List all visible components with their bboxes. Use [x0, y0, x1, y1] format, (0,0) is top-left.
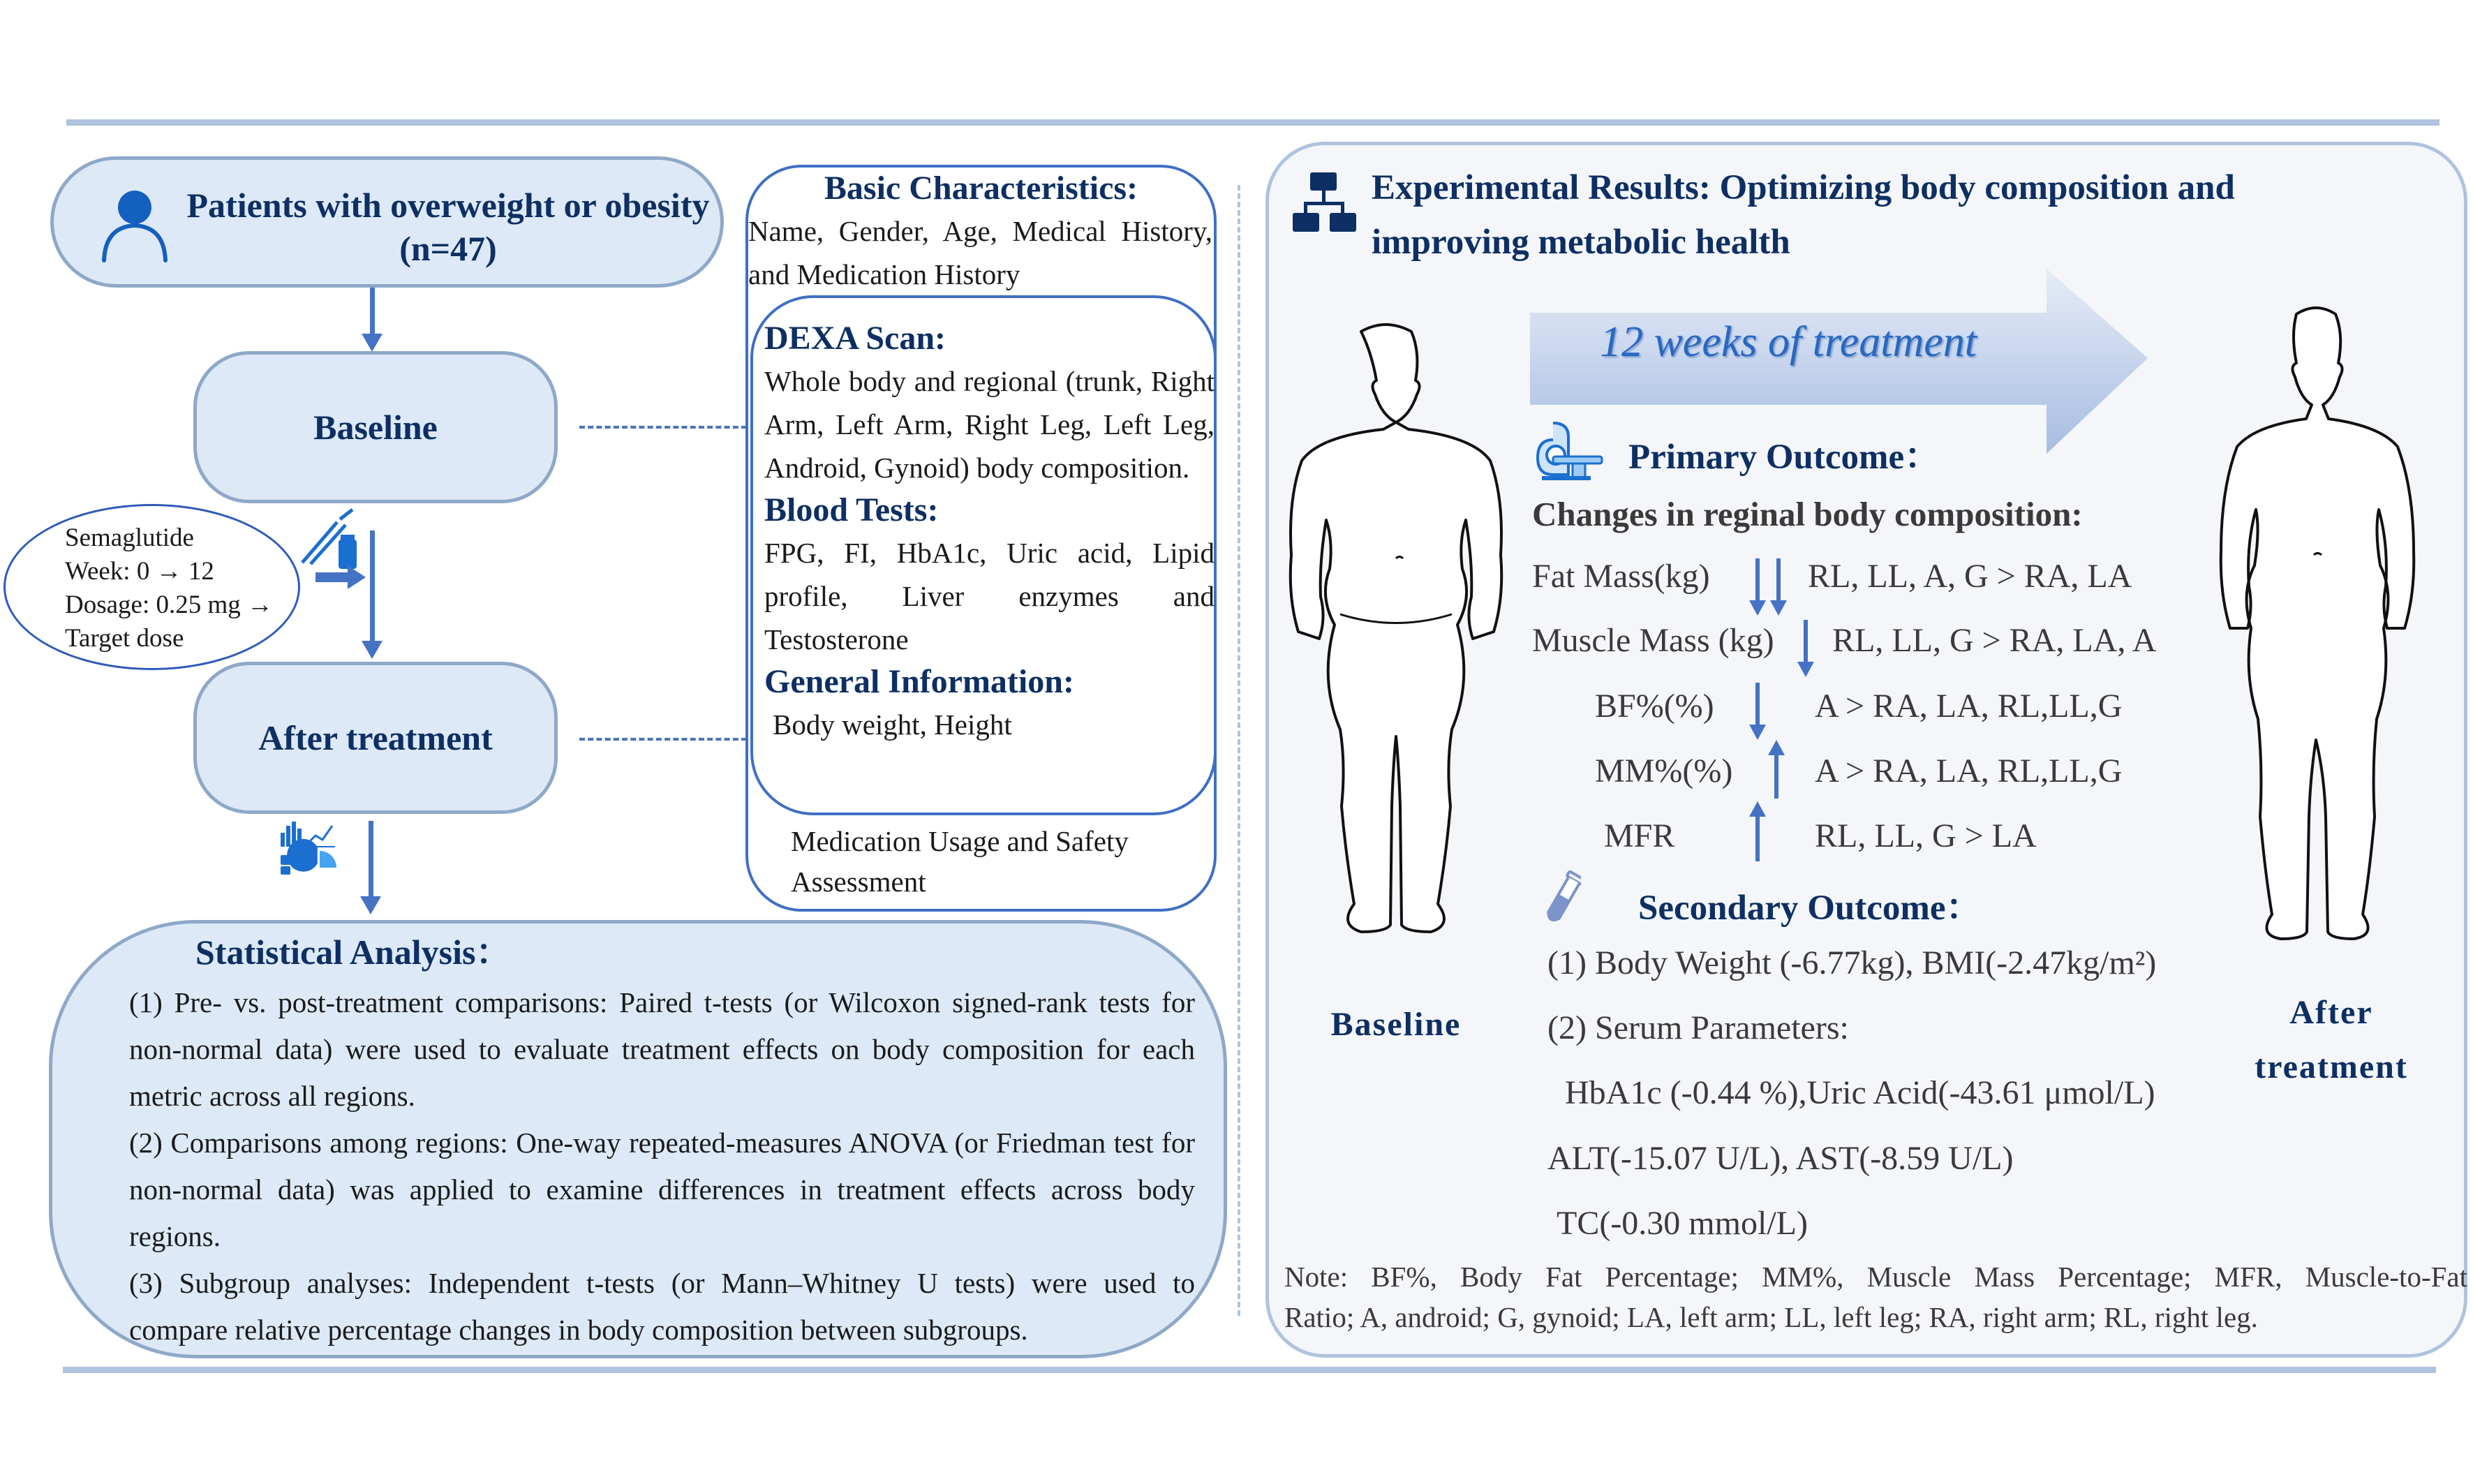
safety-text: Medication Usage and Safety Assessment	[791, 825, 1129, 898]
secondary-line-5: TC(-0.30 mmol/L)	[1557, 1205, 1808, 1242]
after-treatment-label: After treatment	[258, 718, 493, 757]
regions-mm-percent: A > RA, LA, RL,LL,G	[1815, 752, 2123, 789]
test-tube-icon	[1546, 869, 1581, 928]
general-title: General Information:	[764, 663, 1074, 700]
results-title-line-2: improving metabolic health	[1372, 223, 1790, 262]
baseline-label: Baseline	[313, 408, 438, 447]
regions-bf-percent: A > RA, LA, RL,LL,G	[1815, 688, 2123, 725]
scanner-icon	[1532, 419, 1609, 482]
stats-item-3: (3) Subgroup analyses: Independent t-tests (or Mann–Whitney U tests) were used to compare relative percentage changes in body composition between subgroups.	[129, 1267, 1195, 1346]
secondary-outcome-title: Secondary Outcome：	[1638, 889, 1982, 928]
stats-item-2: (2) Comparisons among regions: One-way repeated-measures ANOVA (or Friedman test for non-normal data) was applied to examine differences in treatment effects across body regions.	[129, 1127, 1195, 1252]
regions-mfr: RL, LL, G > LA	[1815, 817, 2037, 854]
drug-line-3: Dosage: 0.25 mg →	[65, 591, 274, 619]
metric-mfr: MFR	[1604, 817, 1675, 854]
baseline-figure-label: Baseline	[1330, 1006, 1462, 1043]
secondary-line-1: (1) Body Weight (-6.77kg), BMI(-2.47kg/m²)	[1547, 944, 2157, 981]
double-down-arrow-icon-2	[1776, 558, 1781, 602]
arrow-to-baseline	[370, 288, 375, 335]
measurements-content	[764, 318, 1215, 746]
after-connector	[579, 738, 747, 741]
arrow-to-stats	[369, 821, 373, 898]
hierarchy-icon	[1291, 171, 1358, 237]
regions-muscle-mass: RL, LL, G > RA, LA, A	[1832, 622, 2157, 659]
treatment-duration-label: 12 weeks of treatment	[1599, 318, 1977, 366]
metric-mm-percent: MM%(%)	[1595, 752, 1733, 789]
up-arrow-icon	[1774, 754, 1778, 799]
stats-title: Statistical Analysis：	[195, 933, 511, 972]
up-arrow-icon	[1755, 815, 1760, 861]
after-figure-label-1: After	[2289, 994, 2373, 1031]
primary-outcome-subtitle: Changes in reginal body composition:	[1532, 495, 2083, 533]
panel-divider	[1238, 185, 1240, 1316]
dexa-title: DEXA Scan:	[764, 320, 946, 357]
semaglutide-ellipse	[3, 504, 300, 670]
arrow-to-after	[370, 530, 375, 642]
patients-title: Patients with overweight or obesity	[186, 186, 710, 225]
bottom-rule	[63, 1367, 2436, 1373]
note-line-1: Note: BF%, Body Fat Percentage; MM%, Muscle Mass Percentage; MFR, Muscle-to-Fat	[1284, 1261, 2467, 1293]
results-title-line-1: Experimental Results: Optimizing body composition and	[1372, 168, 2235, 207]
drug-line-2: Week: 0 → 12	[65, 557, 214, 586]
right-arrow-icon	[315, 564, 366, 592]
metric-muscle-mass: Muscle Mass (kg)	[1532, 622, 1774, 659]
charts-icon	[279, 819, 356, 875]
drug-line-4: Target dose	[65, 624, 184, 653]
person-icon	[100, 188, 170, 265]
secondary-line-3: HbA1c (-0.44 %),Uric Acid(-43.61 μmol/L)	[1565, 1074, 2155, 1111]
blood-title: Blood Tests:	[764, 491, 939, 528]
after-body-figure	[2192, 300, 2436, 981]
primary-outcome-title: Primary Outcome：	[1628, 438, 1940, 477]
baseline-node	[193, 351, 558, 503]
statistical-analysis-box	[49, 920, 1227, 1358]
syringe-vial-icon	[297, 508, 359, 571]
secondary-line-2: (2) Serum Parameters:	[1547, 1009, 1849, 1046]
patients-count: (n=47)	[399, 229, 497, 268]
double-down-arrow-icon	[1755, 558, 1760, 602]
general-text: Body weight, Height	[773, 708, 1012, 741]
dexa-text: Whole body and regional (trunk, Right Arm, Left Arm, Right Leg, Left Leg, Android, Gynoid) body composition.	[764, 365, 1215, 484]
regions-fat-mass: RL, LL, A, G > RA, LA	[1808, 558, 2132, 595]
after-treatment-node	[193, 662, 558, 814]
down-arrow-icon	[1804, 620, 1808, 663]
secondary-line-4: ALT(-15.07 U/L), AST(-8.59 U/L)	[1547, 1140, 2014, 1177]
basic-characteristics-text: Name, Gender, Age, Medical History, and Medication History	[748, 215, 1212, 290]
baseline-connector	[579, 426, 747, 429]
note-line-2: Ratio; A, android; G, gynoid; LA, left arm; LL, left leg; RA, right arm; RL, right leg.	[1284, 1301, 2258, 1333]
after-figure-label-2: treatment	[2255, 1048, 2408, 1085]
metric-bf-percent: BF%(%)	[1595, 688, 1714, 725]
blood-text: FPG, FI, HbA1c, Uric acid, Lipid profile, Liver enzymes and Testosterone	[764, 537, 1215, 655]
baseline-body-figure	[1263, 318, 1529, 970]
down-arrow-icon	[1755, 683, 1760, 726]
top-rule	[66, 119, 2439, 126]
drug-line-1: Semaglutide	[65, 524, 194, 552]
metric-fat-mass: Fat Mass(kg)	[1532, 558, 1710, 595]
basic-characteristics-title: Basic Characteristics:	[824, 170, 1138, 207]
patients-node	[50, 156, 724, 288]
stats-item-1: (1) Pre- vs. post-treatment comparisons: Paired t-tests (or Wilcoxon signed-rank tests for non-normal data) were used to evaluate treatment effects on body composition for each metric across all regions.	[129, 986, 1195, 1112]
